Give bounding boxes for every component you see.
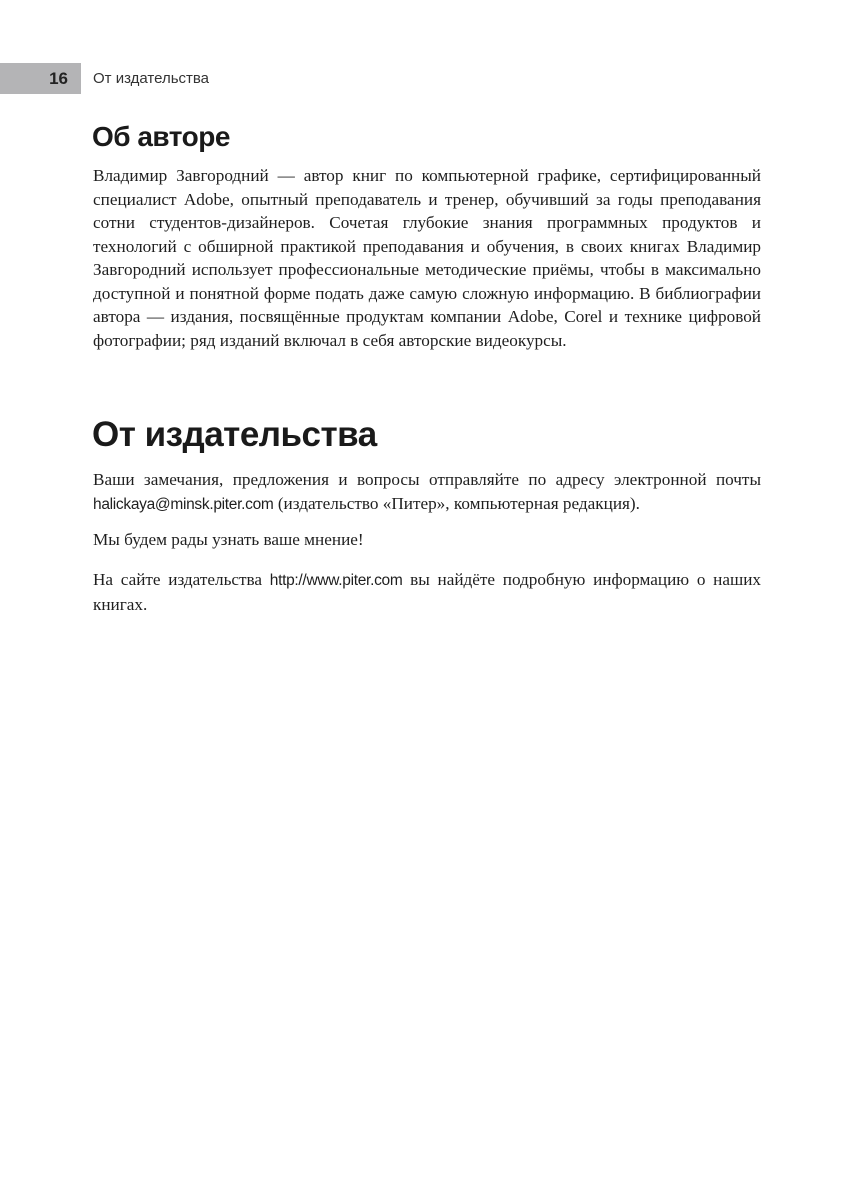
email-address: halickaya@minsk.piter.com (93, 495, 274, 513)
opinion-paragraph: Мы будем рады узнать ваше мнение! (93, 530, 364, 549)
page-number-badge (0, 63, 81, 94)
feedback-text-pre: Ваши замечания, предложения и вопросы отправляйте по адресу электронной почты (93, 470, 761, 489)
page-number: 16 (49, 68, 68, 88)
website-text-pre: На сайте издательства (93, 570, 270, 589)
website-url: http://www.piter.com (269, 572, 403, 589)
website-paragraph (93, 568, 761, 616)
section-heading-publisher: От издательства (92, 415, 377, 454)
running-header-title: От издательства (93, 70, 210, 87)
feedback-paragraph (93, 468, 761, 516)
author-bio-paragraph: Владимир Завгородний — автор книг по компьютерной графике, сертифицированный специалист Adobe, опытный преподаватель и тренер, обучивший за годы преподавания сотни студентов-дизайнеров. Сочетая глубокие знания программных продуктов и технологий с обширной практикой преподавания и обучения, в своих книгах Владимир Завгородний использует профессиональные методические приёмы, чтобы в максимально доступной и понятной форме подать даже самую сложную информацию. В библиографии автора — издания, посвящённые продуктам компании Adobe, Corel и технике цифровой фотографии; ряд изданий включал в себя авторские видеокурсы. (93, 166, 761, 350)
website-text-post: вы найдёте подробную информацию о наших книгах. (93, 570, 761, 614)
section-heading-author: Об авторе (92, 121, 230, 152)
feedback-text-post: (издательство «Питер», компьютерная редакция). (273, 493, 640, 513)
